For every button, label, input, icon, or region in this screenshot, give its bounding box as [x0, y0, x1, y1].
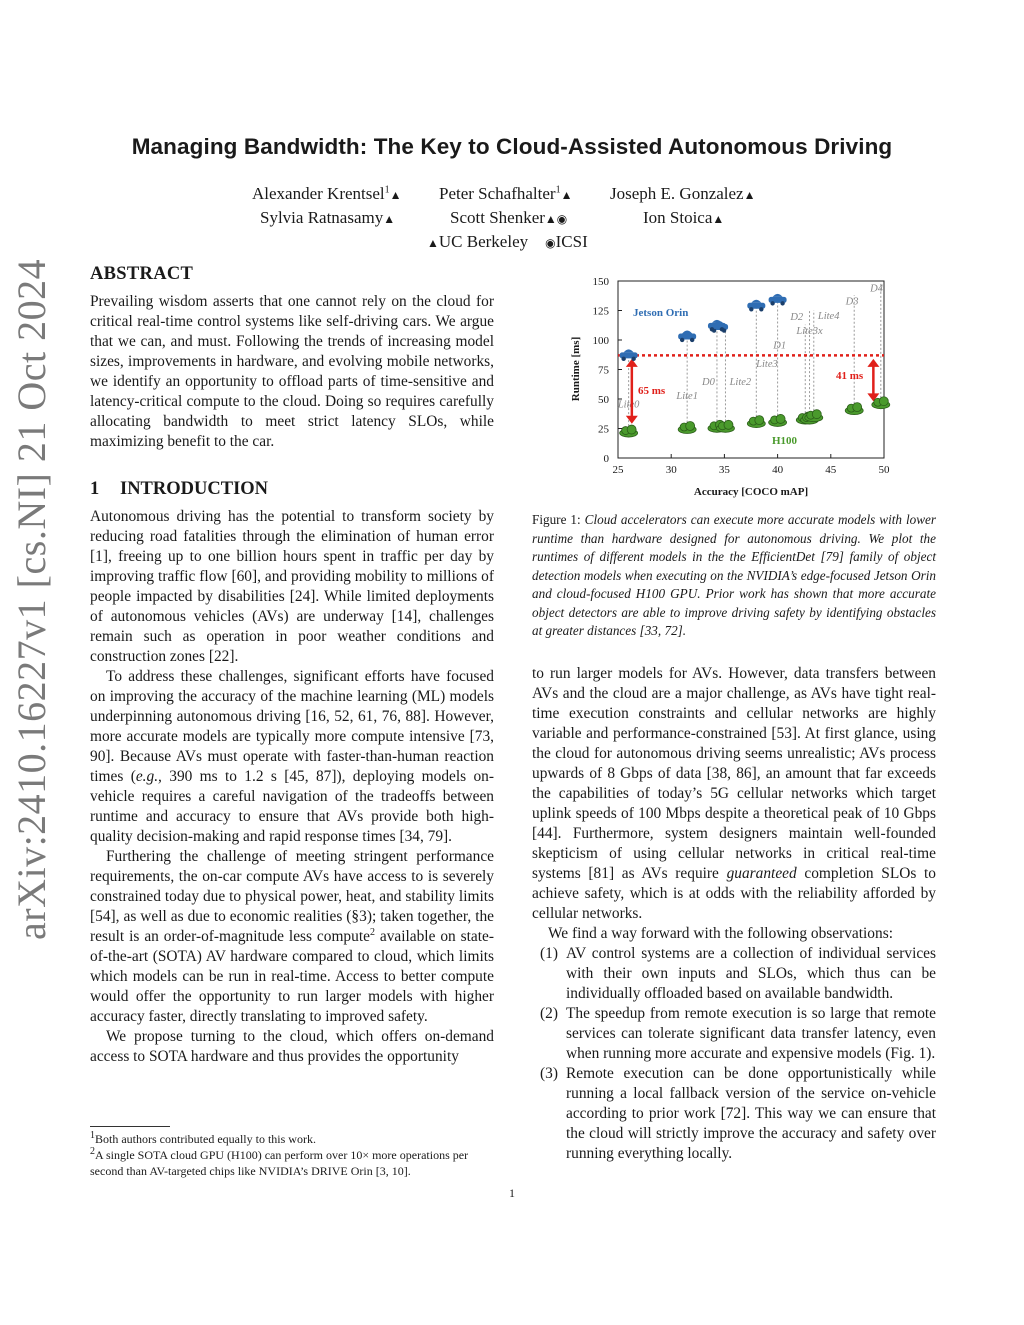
car-wheel — [720, 327, 724, 331]
y-tick-label: 125 — [592, 305, 609, 318]
car-wheel — [759, 307, 763, 311]
y-tick-label: 100 — [592, 335, 609, 347]
abstract-body — [90, 292, 494, 452]
bear-icon: ▲ — [712, 212, 725, 226]
intro-paragraph-5: to run larger models for AVs. However, data transfers between AVs and the cloud are a major challenge, as AVs have tight real-time execution constraints and cellular networks are highly variable and performance-constrained [53]. At first glance, using the cloud for autonomous driving seems unrealistic; AVs process upwards of 8 Gbps of data [38, 86], an amount that far exceeds the capabilities of today’s 5G cellular networks which target uplink speeds of 100 Mbps despite a theoretical peak of 10 Gbps [44]. Furthermore, system designers maintain well-founded skepticism of using cellular networks in critical real-time systems [81] as AVs require guaranteed completion SLOs to achieve safety, which is at odds with the reliability afforded by cellular networks. — [532, 665, 937, 922]
arrow-head-up — [867, 359, 879, 367]
jetson-car-point — [747, 300, 765, 312]
footnote-1: $^1$Both authors contributed equally to this work. — [90, 1130, 316, 1146]
affiliations: ▲UC Berkeley ◉ICSI — [427, 232, 588, 251]
icsi-icon: ◉ — [556, 212, 568, 226]
h100-cloud-point — [805, 410, 823, 422]
page-number: 1 — [509, 1186, 515, 1200]
footnote-rule — [90, 1126, 170, 1127]
author-row-1 — [90, 182, 934, 206]
observation-item: (2) The speedup from remote execution is so large that remote services can tolerate significant data transfer latency, even when running more accurate and expensive models (Fig. 1). — [540, 1005, 936, 1062]
author-shenker: Scott Shenker▲◉ — [450, 208, 568, 227]
jetson-car-point — [678, 330, 696, 342]
bear-icon: ▲ — [383, 212, 396, 226]
cloud-puff — [812, 410, 821, 419]
author-gonzalez: Joseph E. Gonzalez▲ — [610, 184, 756, 203]
bear-icon: ▲ — [743, 188, 756, 202]
right-column-text — [532, 664, 936, 1164]
car-roof — [751, 300, 761, 303]
car-roof — [773, 294, 783, 297]
cloud-puff — [686, 422, 695, 431]
car-wheel — [621, 357, 625, 361]
cloud-puff — [879, 397, 888, 406]
annotation-65ms: 65 ms — [638, 385, 666, 397]
x-tick-label: 35 — [718, 464, 730, 476]
footnote-2: $^2$A single SOTA cloud GPU (H100) can perform over 10× more operations per second than AV-targeted chips like NVIDIA’s DRIVE Orin [3, 10]. — [90, 1146, 469, 1178]
figure-1-caption: Figure 1: Cloud accelerators can execute more accurate models with lower runtime than hardware designed for autonomous driving. We plot the runtimes of different models in the the EfficientDet [79] family of object detection models when executing on the NVIDIA’s edge-focused Jetson Orin and cloud-focused H100 GPU. Prior work has shown that more accurate object detectors are able to improve driving safety by identifying obstacles at greater distances [33, 72]. — [532, 512, 937, 638]
author-schafhalter: Peter Schafhalter$^1$▲ — [439, 184, 573, 203]
model-label: Lite3 — [756, 359, 778, 371]
car-wheel — [710, 327, 714, 331]
author-krentsel: Alexander Krentsel$^1$▲ — [252, 184, 402, 203]
intro-paragraph-1: Autonomous driving has the potential to transform society by reducing road fatalities through the elimination of human error [1], freeing up to one billion hours spent in traffic per day by improving traffic flow [60], and providing mobility to millions of people impacted by disabilities [24]. While limited deployments of autonomous vehicles (AVs) are underway [14], challenges remain such as operation in poor weather conditions and construction zones [22]. — [90, 508, 494, 665]
h100-cloud-point — [678, 422, 696, 434]
bear-icon: ▲ — [544, 212, 557, 226]
x-axis-label: Accuracy [COCO mAP] — [693, 486, 809, 498]
y-tick-label: 75 — [598, 364, 609, 377]
y-tick-label: 150 — [592, 276, 609, 288]
icsi-icon: ◉ — [545, 236, 556, 250]
arrow-head-down — [626, 416, 638, 424]
y-axis-label: Runtime [ms] — [570, 336, 582, 402]
x-tick-label: 40 — [772, 464, 784, 476]
x-tick-label: 25 — [612, 464, 624, 476]
model-label: Lite2 — [729, 376, 752, 388]
h100-cloud-point — [769, 414, 787, 426]
model-label: Lite4 — [817, 310, 840, 322]
car-wheel — [749, 307, 753, 311]
bear-icon: ▲ — [427, 236, 439, 250]
x-tick-label: 50 — [878, 464, 890, 476]
runtime-vs-accuracy-chart — [562, 272, 902, 502]
model-label: Lite0 — [617, 399, 640, 411]
model-label: D1 — [773, 340, 787, 352]
arrow-41ms — [867, 359, 879, 401]
intro-paragraph-4: We propose turning to the cloud, which offers on-demand access to SOTA hardware and thus provides the opportunity — [90, 1028, 494, 1065]
car-wheel — [680, 338, 684, 342]
bear-icon: ▲ — [389, 188, 402, 202]
arrow-65ms — [626, 359, 638, 424]
h100-cloud-point — [620, 425, 638, 437]
author-row-3 — [90, 230, 934, 254]
cloud-puff — [853, 403, 862, 412]
intro-paragraph-6: We find a way forward with the following observations: — [548, 925, 893, 942]
cloud-puff — [627, 425, 636, 434]
model-label: D4 — [870, 283, 883, 295]
bear-icon: ▲ — [560, 188, 573, 202]
author-ratnasamy: Sylvia Ratnasamy▲ — [260, 208, 396, 227]
car-wheel — [770, 301, 774, 305]
paper-title: Managing Bandwidth: The Key to Cloud-Assisted Autonomous Driving — [131, 134, 893, 159]
car-wheel — [631, 357, 635, 361]
author-row-2 — [90, 206, 934, 230]
y-tick-label: 0 — [603, 453, 609, 465]
cloud-puff — [724, 420, 733, 429]
figure-1 — [562, 272, 902, 502]
arxiv-identifier: arXiv:2410.16227v1 [cs.NI] 21 Oct 2024 — [9, 258, 54, 940]
jetson-car-point — [620, 349, 638, 361]
jetson-legend-label: Jetson Orin — [633, 307, 689, 319]
model-label: Lite1 — [676, 391, 698, 402]
left-column-text — [90, 507, 494, 1067]
x-tick-label: 45 — [825, 464, 837, 476]
cloud-puff — [755, 416, 764, 425]
h100-cloud-point — [845, 403, 863, 415]
footnotes — [90, 1131, 494, 1179]
car-roof — [624, 349, 634, 352]
section-heading-introduction: 1 INTRODUCTION — [90, 479, 269, 499]
author-stoica: Ion Stoica▲ — [643, 208, 725, 227]
jetson-car-point — [769, 294, 787, 306]
cloud-puff — [776, 414, 785, 423]
model-label: D0 — [702, 376, 715, 388]
observations-list — [532, 944, 936, 1164]
abstract-text: Prevailing wisdom asserts that one cannot rely on the cloud for critical real-time control systems like self-driving cars. We argue that we can, and must. Following the trends of increasing model sizes, improvements in hardware, and evolving mobile networks, we identify an opportunity to offload parts of time-sensitive and latency-critical compute to the cloud. Doing so requires carefully allocating bandwidth to meet strict latency SLOs, while maximizing benefit to the car. — [90, 293, 494, 450]
abstract-heading: ABSTRACT — [90, 264, 194, 284]
model-label: D2 — [790, 311, 804, 323]
model-label: D3 — [845, 296, 859, 308]
h100-cloud-point — [747, 416, 765, 428]
author-block — [90, 182, 934, 254]
observation-item: (1) AV control systems are a collection of individual services with their own inputs and SLOs, which thus can be individually offloaded based on available bandwidth. — [540, 945, 936, 1002]
intro-paragraph-2: To address these challenges, significant efforts have focused on improving the accuracy of the machine learning (ML) models underpinning autonomous driving [16, 52, 61, 76, 88]. However, more accurate models are typically more compute intensive [73, 90]. Because AVs must operate with faster-than-human reaction times (e.g., 390 ms to 1.2 s [45, 87]), deploying models on-vehicle requires a careful navigation of the tradeoffs between runtime and accuracy to ensure that AVs provide both high-quality decision-making and rapid response times [34, 79]. — [90, 668, 494, 845]
annotation-41ms: 41 ms — [836, 370, 864, 382]
h100-legend-label: H100 — [772, 435, 798, 447]
y-tick-label: 25 — [598, 423, 609, 436]
observation-item: (3) Remote execution can be done opportunistically while running a local fallback version of the service on-vehicle according to prior work [72]. This way we can ensure that the cloud will strictly improve the accuracy and safety over running everything locally. — [540, 1065, 936, 1162]
model-label: Lite3x — [796, 326, 823, 338]
car-roof — [712, 320, 722, 323]
y-tick-label: 50 — [598, 394, 609, 406]
x-tick-label: 30 — [665, 464, 677, 476]
car-roof — [682, 330, 692, 333]
car-wheel — [690, 338, 694, 342]
car-wheel — [780, 301, 784, 305]
intro-paragraph-3: Furthering the challenge of meeting stringent performance requirements, the on-car compute AVs have access to is severely constrained today due to physical power, heat, and stability limits [54], as well as due to economic realities (§3); taken together, the result is an order-of-magnitude less compute$^2$ available on state-of-the-art (SOTA) AV hardware compared to cloud, which limits which models can be run in real-time. Access to better compute would offer the opportunity to run larger models with higher accuracy faster, directly translating to improved safety. — [90, 848, 494, 1025]
